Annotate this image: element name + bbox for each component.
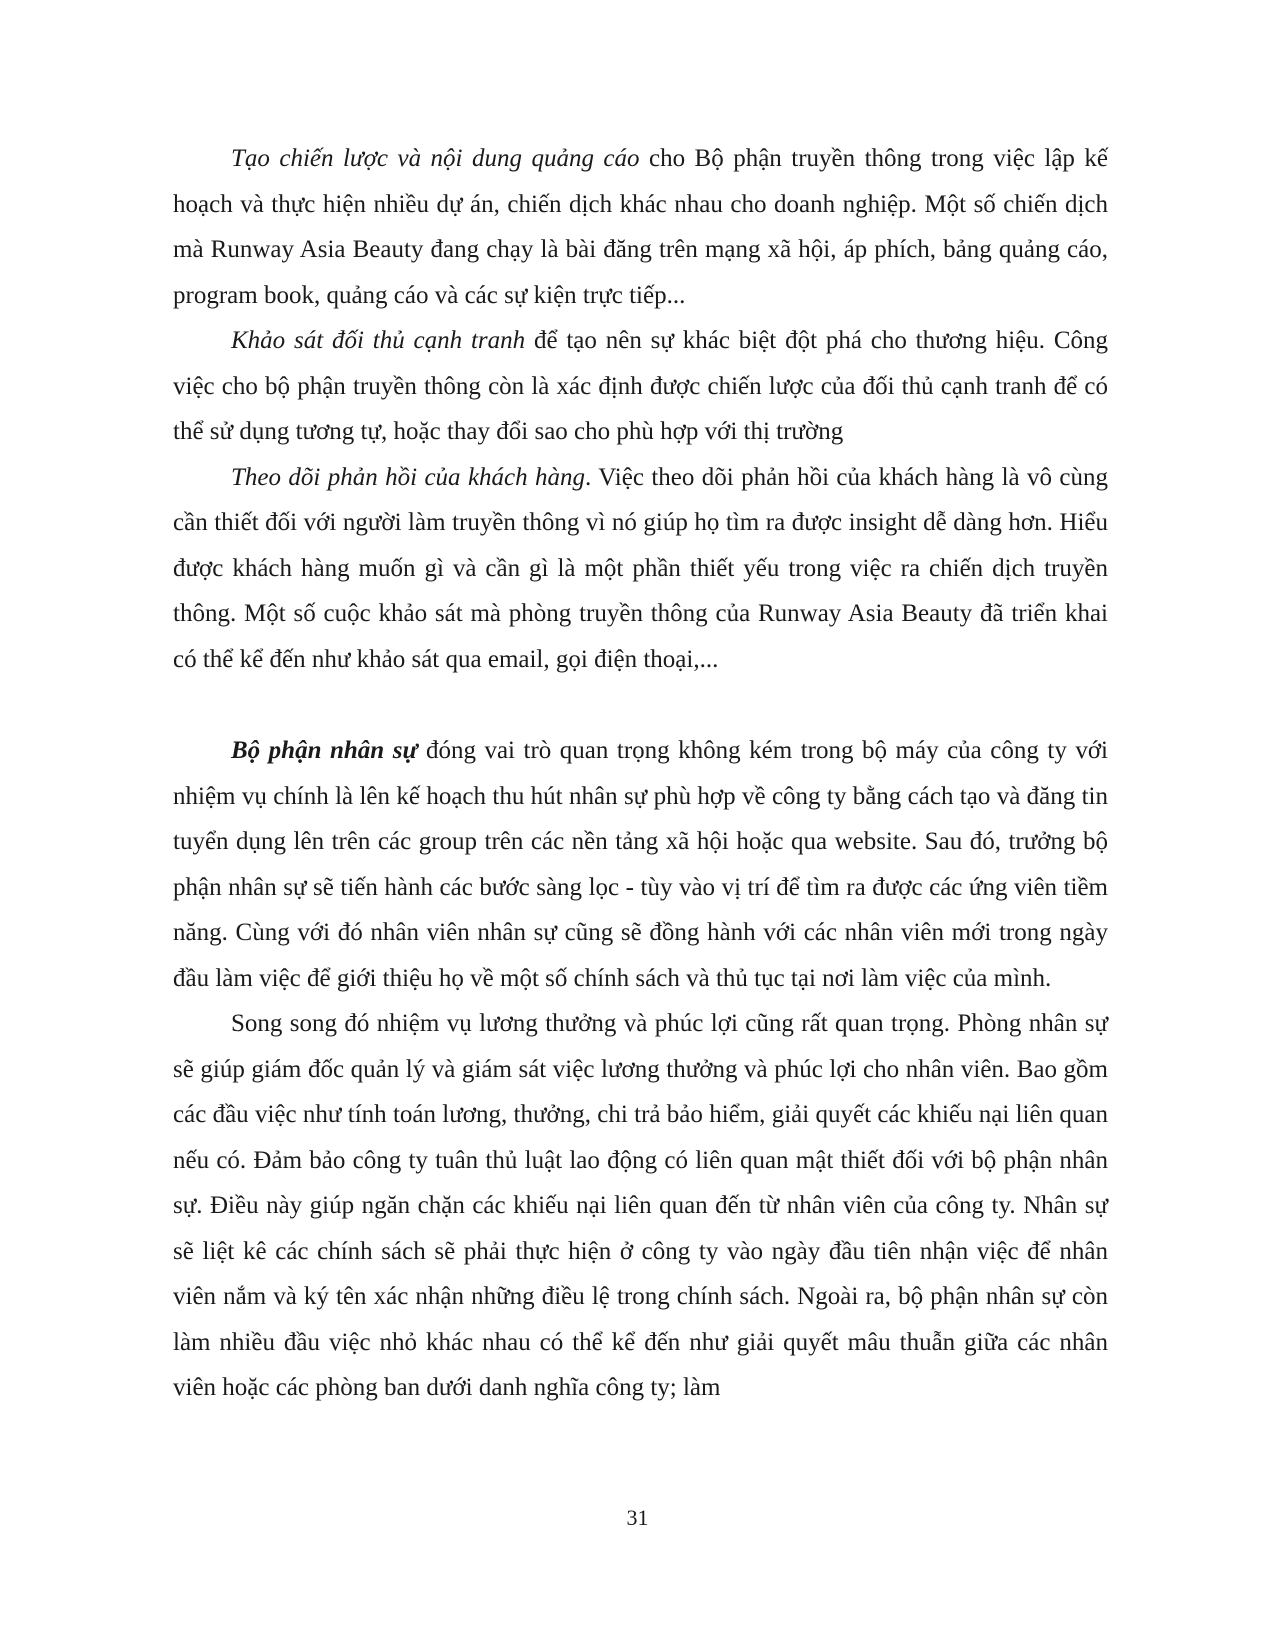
body-text xyxy=(173,136,1108,1411)
paragraph-lead-italic: Khảo sát đối thủ cạnh tranh xyxy=(231,327,526,354)
paragraph-text: . Việc theo dõi phản hồi của khách hàng là vô cùng cần thiết đối với người làm truyền thông vì nó giúp họ tìm ra được insight dễ dàng hơn. Hiểu được khách hàng muốn gì và cần gì là một phần thiết yếu trong việc ra chiến dịch truyền thông. Một số cuộc khảo sát mà phòng truyền thông của Runway Asia Beauty đã triển khai có thể kể đến như khảo sát qua email, gọi điện thoại,... xyxy=(173,463,1109,673)
paragraph-text: đóng vai trò quan trọng không kém trong bộ máy của công ty với nhiệm vụ chính là lên kế hoạch thu hút nhân sự phù hợp về công ty bằng cách tạo và đăng tin tuyển dụng lên trên các group trên các nền tảng xã hội hoặc qua website. Sau đó, trưởng bộ phận nhân sự sẽ tiến hành các bước sàng lọc - tùy vào vị trí để tìm ra được các ứng viên tiềm năng. Cùng với đó nhân viên nhân sự cũng sẽ đồng hành với các nhân viên mới trong ngày đầu làm việc để giới thiệu họ về một số chính sách và thủ tục tại nơi làm việc của mình. xyxy=(173,737,1109,992)
paragraph-text: Song song đó nhiệm vụ lương thưởng và phúc lợi cũng rất quan trọng. Phòng nhân sự sẽ giúp giám đốc quản lý và giám sát việc lương thưởng và phúc lợi cho nhân viên. Bao gồm các đầu việc như tính toán lương, thưởng, chi trả bảo hiểm, giải quyết các khiếu nại liên quan nếu có. Đảm bảo công ty tuân thủ luật lao động có liên quan mật thiết đối với bộ phận nhân sự. Điều này giúp ngăn chặn các khiếu nại liên quan đến từ nhân viên của công ty. Nhân sự sẽ liệt kê các chính sách sẽ phải thực hiện ở công ty vào ngày đầu tiên nhận việc để nhân viên nắm và ký tên xác nhận những điều lệ trong chính sách. Ngoài ra, bộ phận nhân sự còn làm nhiều đầu việc nhỏ khác nhau có thể kể đến như giải quyết mâu thuẫn giữa các nhân viên hoặc các phòng ban dưới danh nghĩa công ty; làm xyxy=(173,1010,1108,1401)
paragraph-payroll-benefits xyxy=(173,1001,1108,1411)
paragraph-lead-italic: Theo dõi phản hồi của khách hàng xyxy=(231,463,586,491)
paragraph-lead-bold-italic: Bộ phận nhân sự xyxy=(231,737,418,764)
paragraph-text: để tạo nên sự khác biệt đột phá cho thương hiệu. Công việc cho bộ phận truyền thông còn là xác định được chiến lược của đối thủ cạnh tranh để có thể sử dụng tương tự, hoặc thay đổi sao cho phù hợp với thị trường xyxy=(173,327,1108,445)
paragraph-competitor-survey xyxy=(173,318,1108,455)
paragraph-customer-feedback xyxy=(173,455,1108,683)
page-number: 31 xyxy=(626,1505,649,1530)
paragraph-lead-italic: Tạo chiến lược và nội dung quảng cáo xyxy=(231,145,640,172)
paragraph-text: cho Bộ phận truyền thông trong việc lập kế hoạch và thực hiện nhiều dự án, chiến dịch khác nhau cho doanh nghiệp. Một số chiến dịch mà Runway Asia Beauty đang chạy là bài đăng trên mạng xã hội, áp phích, bảng quảng cáo, program book, quảng cáo và các sự kiện trực tiếp... xyxy=(173,145,1108,309)
paragraph-hr-department xyxy=(173,728,1108,1001)
paragraph-ad-strategy xyxy=(173,136,1108,318)
section-spacer xyxy=(173,682,1108,728)
